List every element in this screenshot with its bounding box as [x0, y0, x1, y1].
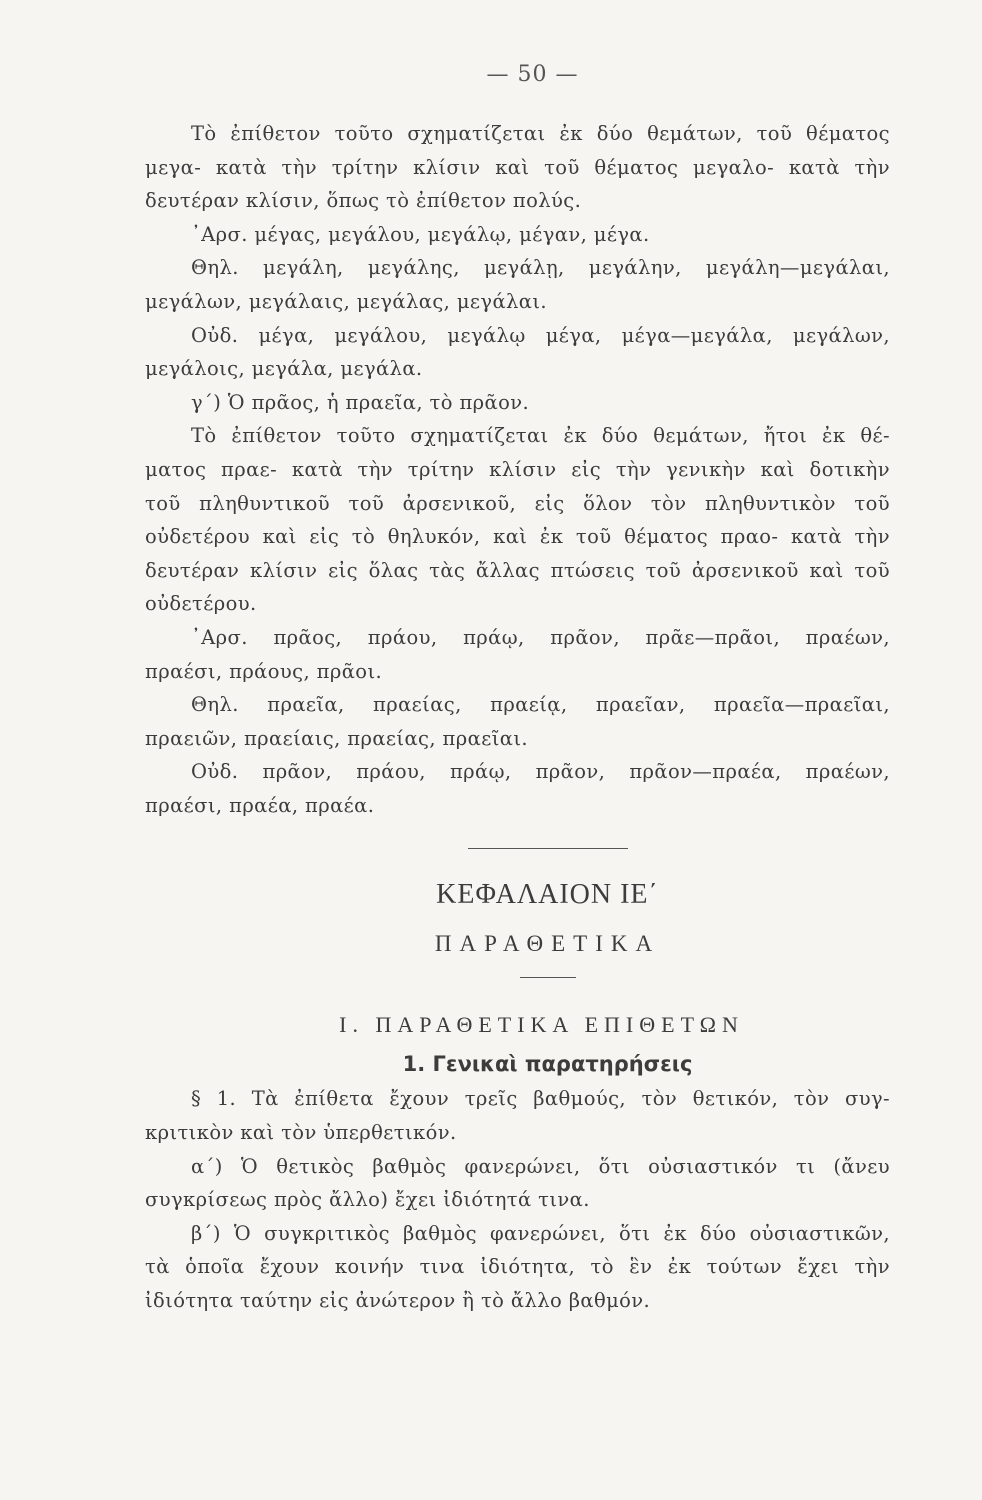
text-line: Οὐδ. μέγα, μεγάλου, μεγάλῳ μέγα, μέγα—μεγάλα, μεγάλων, — [191, 323, 890, 347]
text-line: πραειῶν, πραείαις, πραείας, πραεῖαι. — [145, 726, 528, 750]
text-line: ᾿Αρσ. μέγας, μεγάλου, μεγάλῳ, μέγαν, μέγα. — [191, 222, 650, 246]
text-line: μεγάλων, μεγάλαις, μεγάλας, μεγάλαι. — [145, 289, 548, 313]
page-number: — 50 — — [486, 62, 579, 87]
text-line: ματος πραε- κατὰ τὴν τρίτην κλίσιν εἰς τὴν γενικὴν καὶ δοτικὴν — [145, 457, 890, 481]
chapter-subtitle: ΠΑΡΑΘΕΤΙΚΑ — [434, 931, 661, 957]
text-line: μεγα- κατὰ τὴν τρίτην κλίσιν καὶ τοῦ θέματος μεγαλο- κατὰ τὴν — [145, 155, 890, 179]
text-line: § 1. Τὰ ἐπίθετα ἔχουν τρεῖς βαθμούς, τὸν θετικόν, τὸν συγ- — [191, 1087, 890, 1111]
text-line: β΄) Ὁ συγκριτικὸς βαθμὸς φανερώνει, ὅτι ἐκ δύο οὐσιαστικῶν, — [191, 1221, 890, 1245]
text-line: μεγάλοις, μεγάλα, μεγάλα. — [145, 357, 423, 381]
text-line: Θηλ. πραεῖα, πραείας, πραείᾳ, πραεῖαν, πραεῖα—πραεῖαι, — [191, 693, 890, 717]
book-page — [145, 62, 890, 1318]
text-line: πραέσι, πράους, πρᾶοι. — [145, 659, 383, 683]
text-line: δευτέραν κλίσιν, ὅπως τὸ ἐπίθετον πολύς. — [145, 189, 582, 213]
section-heading: Ι. ΠΑΡΑΘΕΤΙΚΑ ΕΠΙΘΕΤΩΝ — [339, 1012, 744, 1038]
body-text-block-1 — [145, 117, 890, 822]
chapter-title: ΚΕΦΑΛΑΙΟΝ ΙΕ΄ — [436, 879, 659, 911]
text-line: Θηλ. μεγάλη, μεγάλης, μεγάλῃ, μεγάλην, μεγάλη—μεγάλαι, — [191, 256, 890, 280]
text-line: δευτέραν κλίσιν εἰς ὅλας τὰς ἄλλας πτώσεις τοῦ ἀρσενικοῦ καὶ τοῦ — [145, 558, 890, 582]
text-line: συγκρίσεως πρὸς ἄλλο) ἔχει ἰδιότητά τινα. — [145, 1188, 590, 1212]
text-line: οὐδετέρου καὶ εἰς τὸ θηλυκόν, καὶ ἐκ τοῦ θέματος πραο- κατὰ τὴν — [145, 525, 890, 549]
text-line: τὰ ὁποῖα ἔχουν κοινήν τινα ἰδιότητα, τὸ ἓν ἐκ τούτων ἔχει τὴν — [145, 1255, 890, 1279]
text-line: ἰδιότητα ταύτην εἰς ἀνώτερον ἢ τὸ ἄλλο βαθμόν. — [145, 1289, 651, 1313]
text-line: οὐδετέρου. — [145, 592, 257, 616]
text-line: α΄) Ὁ θετικὸς βαθμὸς φανερώνει, ὅτι οὐσιαστικόν τι (ἄνευ — [191, 1154, 890, 1178]
text-line: γ΄) Ὁ πρᾶος, ἡ πραεῖα, τὸ πρᾶον. — [191, 390, 530, 414]
text-line: τοῦ πληθυντικοῦ τοῦ ἀρσενικοῦ, εἰς ὅλον τὸν πληθυντικὸν τοῦ — [145, 491, 890, 515]
chapter-divider — [520, 977, 576, 978]
text-line: Τὸ ἐπίθετον τοῦτο σχηματίζεται ἐκ δύο θεμάτων, τοῦ θέματος — [191, 122, 890, 145]
text-line: Τὸ ἐπίθετον τοῦτο σχηματίζεται ἐκ δύο θεμάτων, ἤτοι ἐκ θέ- — [191, 424, 890, 448]
subsection-heading: 1. Γενικαὶ παρατηρήσεις — [402, 1052, 693, 1077]
text-line: Οὐδ. πρᾶον, πράου, πράῳ, πρᾶον, πρᾶον—πραέα, πραέων, — [191, 760, 890, 784]
text-line: ᾿Αρσ. πρᾶος, πράου, πράῳ, πρᾶον, πρᾶε—πρᾶοι, πραέων, — [191, 625, 890, 649]
body-text-block-2 — [145, 1082, 890, 1317]
text-line: κριτικὸν καὶ τὸν ὑπερθετικόν. — [145, 1121, 457, 1145]
section-divider — [468, 848, 628, 849]
text-line: πραέσι, πραέα, πραέα. — [145, 793, 375, 817]
